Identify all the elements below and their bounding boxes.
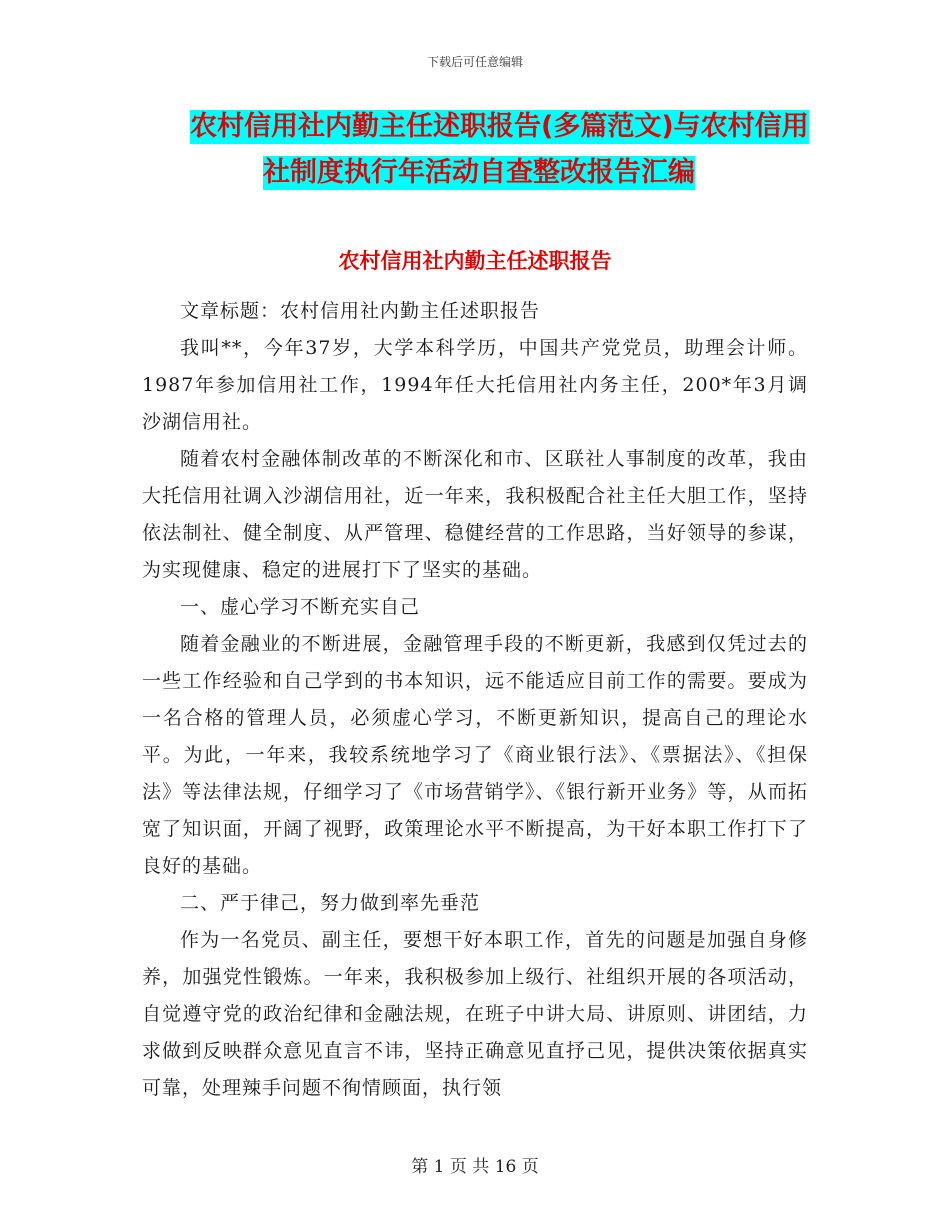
paragraph: 随着农村金融体制改革的不断深化和市、区联社人事制度的改革，我由大托信用社调入沙湖信用社，近一年来，我积极配合社主任大胆工作，坚持依法制社、健全制度、从严管理、稳健经营的工作思路，当好领导的参谋，为实现健康、稳定的进展打下了坚实的基础。	[142, 448, 808, 581]
body-text	[142, 293, 808, 1107]
section-heading: 二、严于律己，努力做到率先垂范	[180, 892, 481, 914]
page-number: 第 1 页 共 16 页	[411, 1157, 539, 1177]
paragraph: 作为一名党员、副主任，要想干好本职工作，首先的问题是加强自身修养，加强党性锻炼。一年来，我积极参加上级行、社组织开展的各项活动，自觉遵守党的政治纪律和金融法规，在班子中讲大局、讲原则、讲团结，力求做到反映群众意见直言不讳，坚持正确意见直抒己见，提供决策依据真实可靠，处理辣手问题不徇情顾面，执行领	[142, 929, 808, 1099]
section-heading: 一、虚心学习不断充实自己	[180, 596, 421, 618]
page-header-note: 下载后可任意编辑	[426, 55, 523, 69]
paragraph: 我叫**，今年37岁，大学本科学历，中国共产党党员，助理会计师。1987年参加信用社工作，1994年任大托信用社内务主任，200*年3月调沙湖信用社。	[142, 337, 808, 433]
document-title	[190, 110, 830, 190]
section-subtitle: 农村信用社内勤主任述职报告	[338, 249, 612, 273]
title-line-1: 农村信用社内勤主任述职报告(多篇范文)与农村信用	[190, 111, 809, 142]
paragraph: 文章标题：农村信用社内勤主任述职报告	[180, 300, 541, 322]
title-line-2: 社制度执行年活动自查整改报告汇编	[263, 157, 695, 188]
paragraph: 随着金融业的不断进展，金融管理手段的不断更新，我感到仅凭过去的一些工作经验和自己学到的书本知识，远不能适应目前工作的需要。要成为一名合格的管理人员，必须虚心学习，不断更新知识，提高自己的理论水平。为此，一年来，我较系统地学习了《商业银行法》、《票据法》、《担保法》等法律法规，仔细学习了《市场营销学》、《银行新开业务》等，从而拓宽了知识面，开阔了视野，政策理论水平不断提高，为干好本职工作打下了良好的基础。	[142, 633, 808, 877]
